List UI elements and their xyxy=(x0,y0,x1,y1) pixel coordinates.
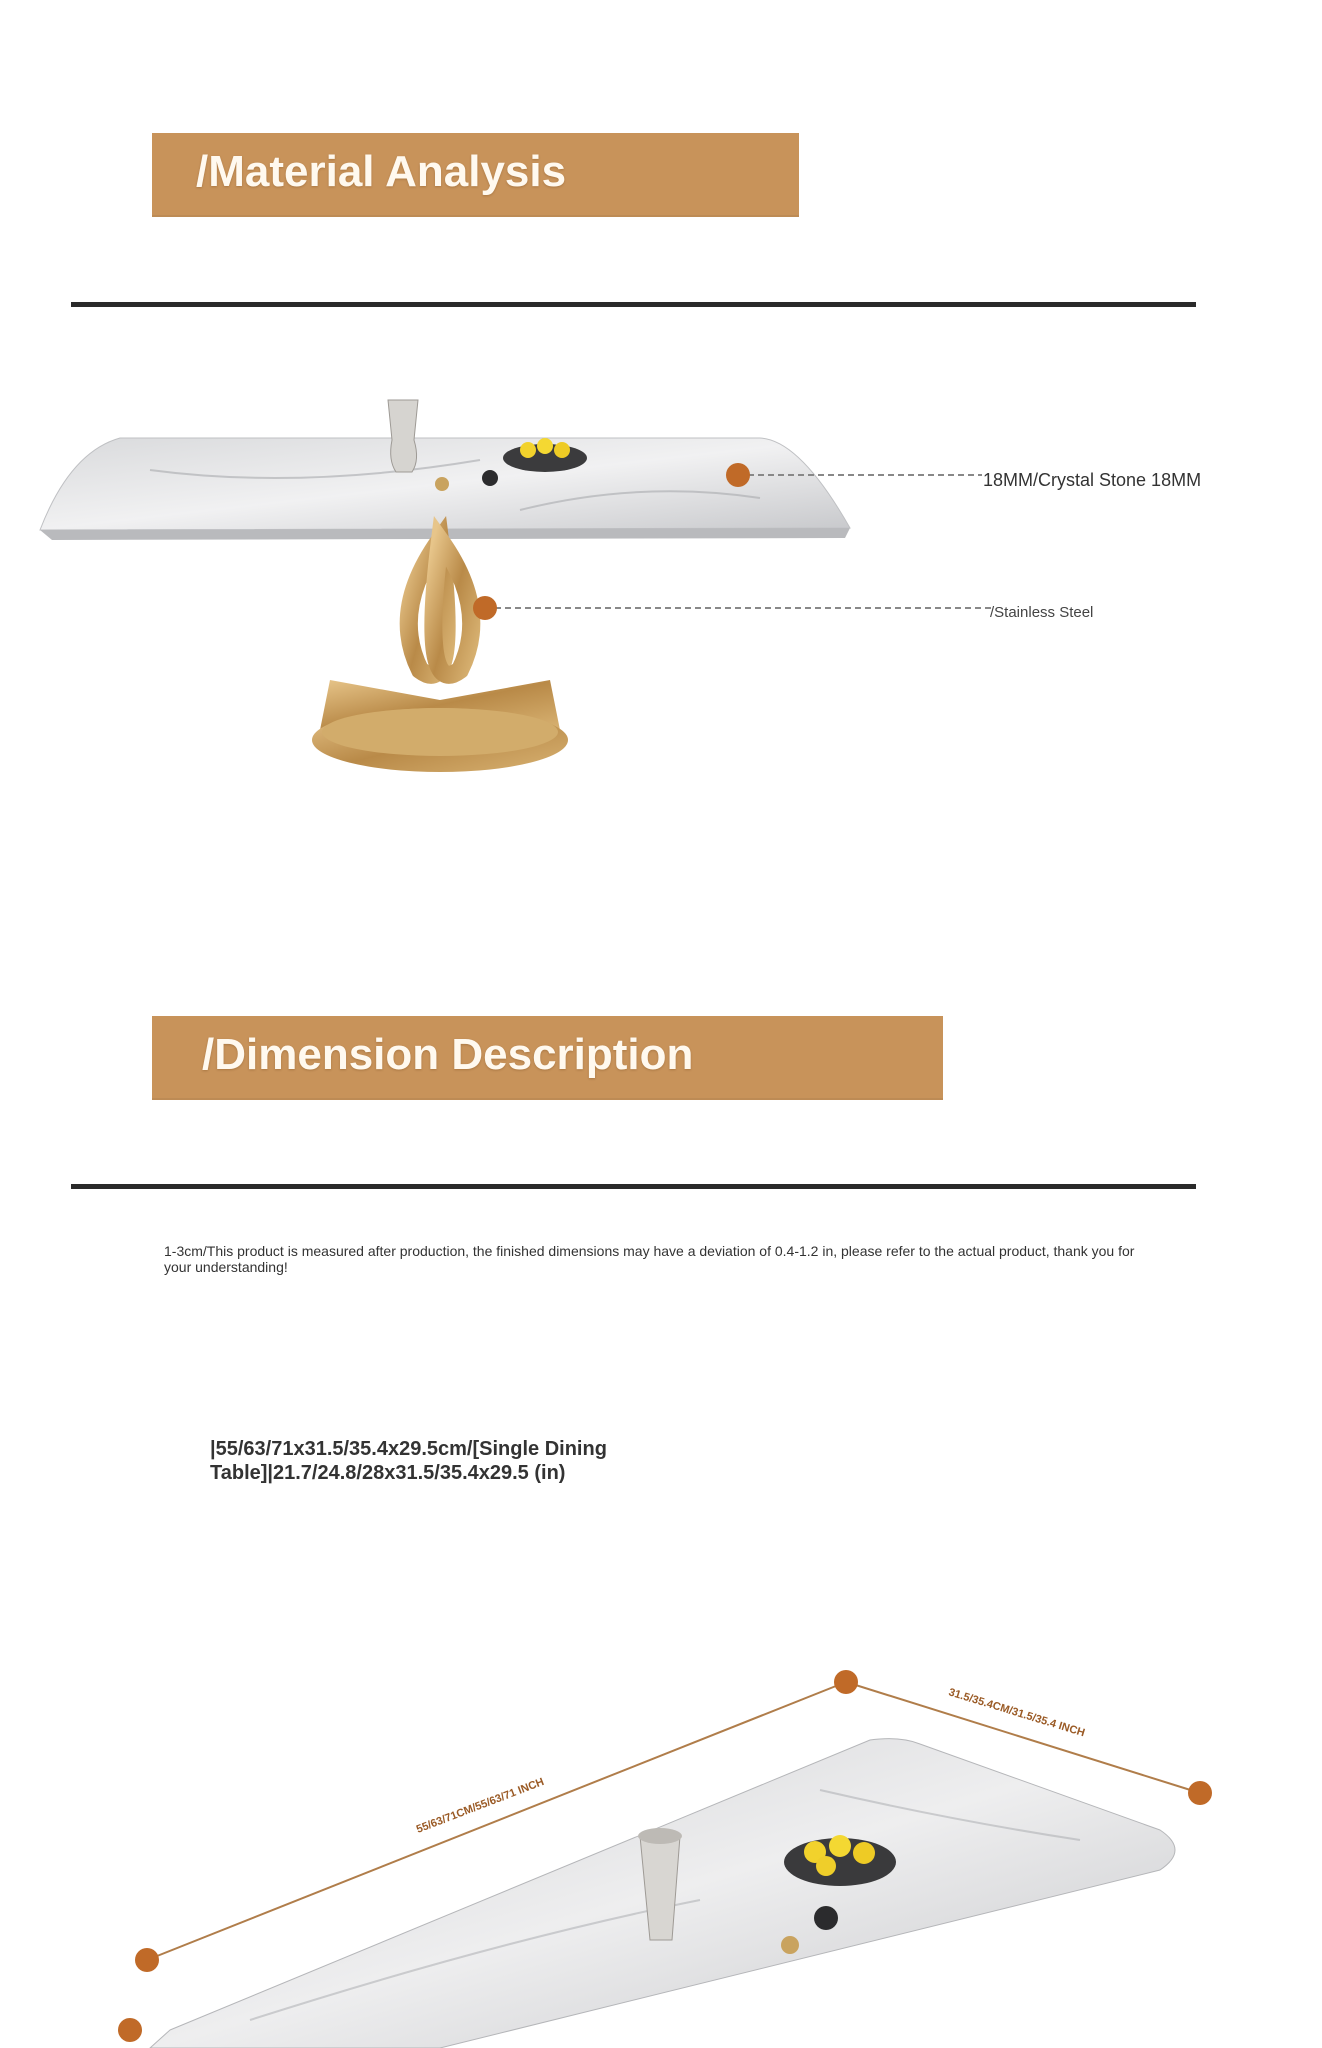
dimension-dot-corner xyxy=(834,1670,858,1694)
vase-shape xyxy=(388,400,418,472)
material-analysis-banner xyxy=(152,133,799,217)
table-dimension-illustration xyxy=(0,1640,1322,2048)
table-side-illustration xyxy=(0,380,1322,820)
length-dimension-label: 55/63/71CM/55/63/71 INCH xyxy=(414,1775,546,1836)
size-spec xyxy=(210,1437,670,1485)
section-divider xyxy=(71,302,1196,307)
measurement-note: 1-3cm/This product is measured after production, the finished dimensions may have a deviation of 0.4-1.2 in, please refer to the actual product, thank you for your understanding! xyxy=(164,1243,1135,1275)
dimension-dot-left xyxy=(135,1948,159,1972)
size-spec-line1: |55/63/71x31.5/35.4x29.5cm/[Single Dining xyxy=(210,1438,607,1460)
callout-dot-top xyxy=(726,463,750,487)
section-divider-2 xyxy=(71,1184,1196,1189)
width-dimension-label: 31.5/35.4CM/31.5/35.4 INCH xyxy=(947,1686,1087,1740)
dimension-description-banner xyxy=(152,1016,943,1100)
dimension-dot-bottom xyxy=(118,2018,142,2042)
callout-dot-base xyxy=(473,596,497,620)
material-analysis-title: /Material Analysis xyxy=(196,147,567,196)
callout-label-base: /Stainless Steel xyxy=(990,604,1094,621)
size-spec-line2: Table]|21.7/24.8/28x31.5/35.4x29.5 (in) xyxy=(210,1462,566,1484)
dimension-dot-right xyxy=(1188,1781,1212,1805)
dimension-description-title: /Dimension Description xyxy=(202,1030,694,1079)
callout-label-top: 18MM/Crystal Stone 18MM xyxy=(983,470,1202,490)
